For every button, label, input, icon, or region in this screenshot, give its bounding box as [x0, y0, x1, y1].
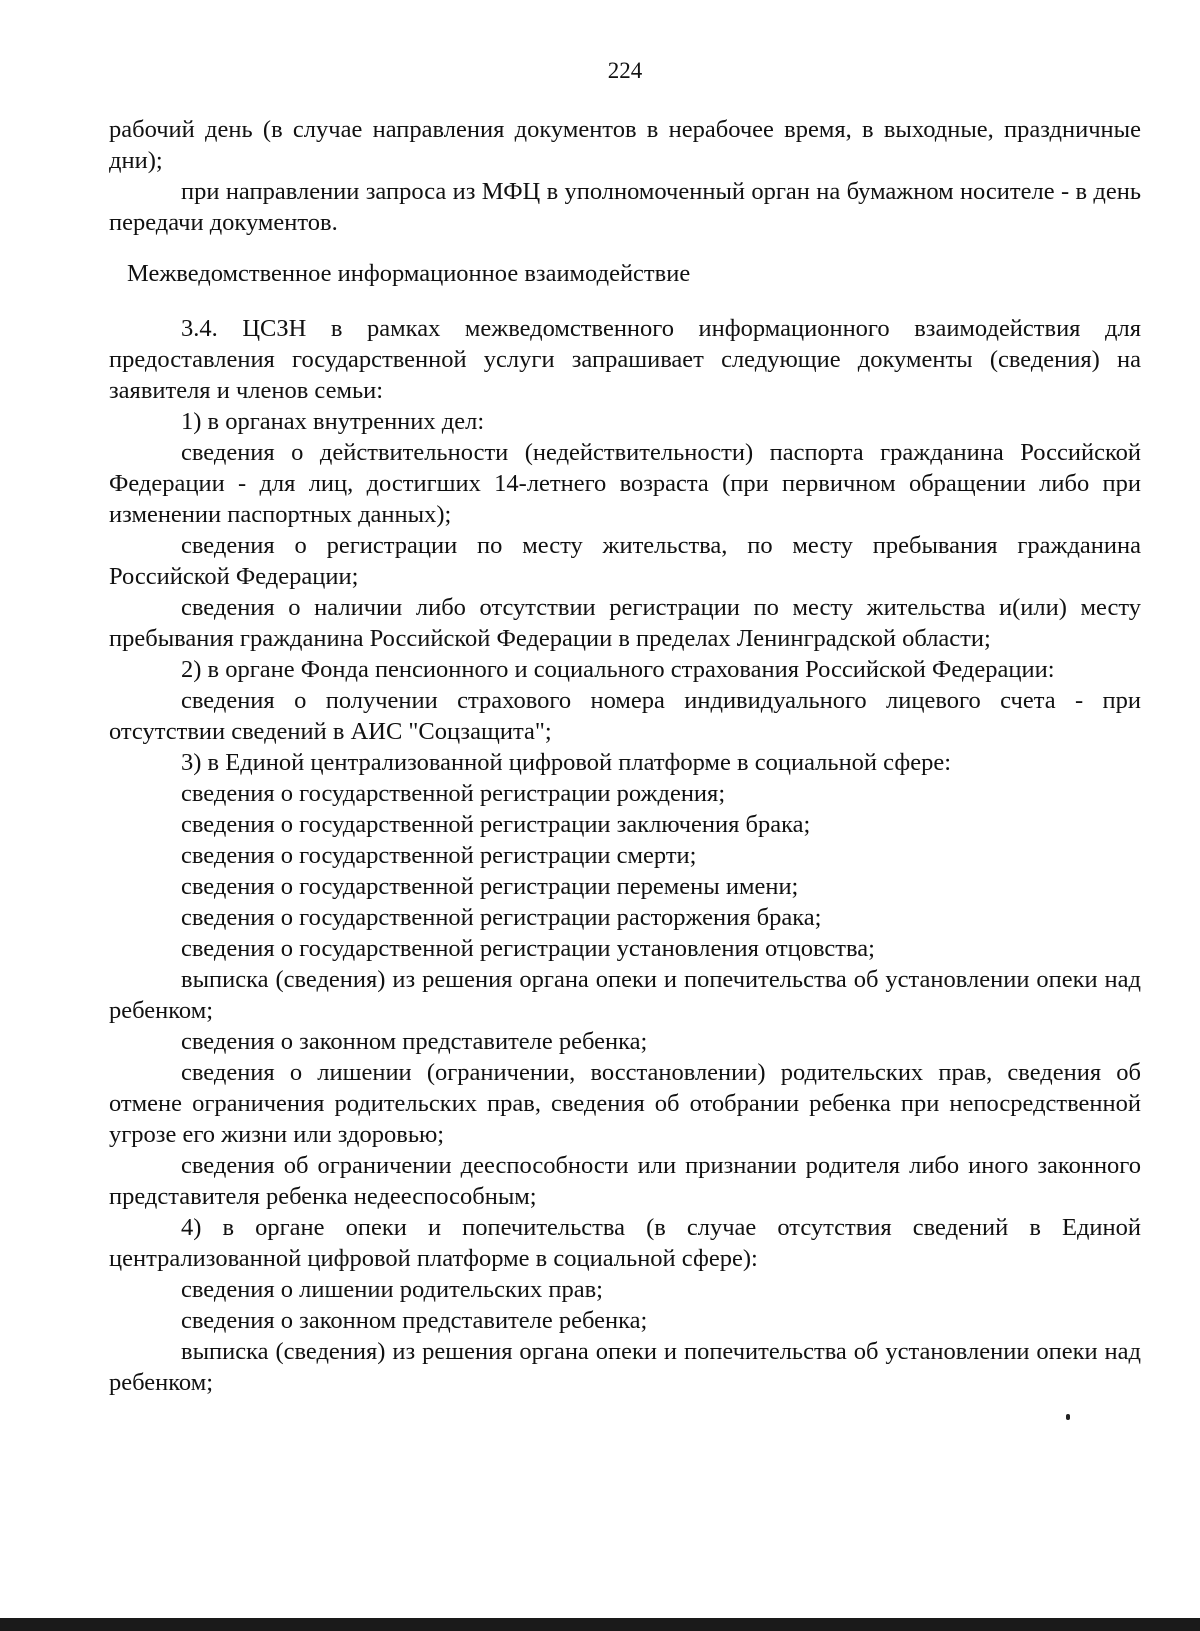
list-item: 2) в органе Фонда пенсионного и социального страхования Российской Федерации: — [181, 656, 1055, 683]
list-item: сведения о лишении родительских прав; — [181, 1276, 603, 1303]
scan-speck — [1066, 1414, 1070, 1420]
list-item: сведения о государственной регистрации заключения брака; — [181, 811, 811, 838]
list-item: сведения о получении страхового номера индивидуального лицевого счета - при отсутствии сведений в АИС "Соцзащита"; — [109, 687, 1141, 745]
list-item: сведения об ограничении дееспособности или признании родителя либо иного законного представителя ребенка недееспособным; — [109, 1152, 1141, 1210]
document-body — [109, 114, 1141, 1398]
list-item: сведения о законном представителе ребенка; — [181, 1028, 648, 1055]
list-item: выписка (сведения) из решения органа опеки и попечительства об установлении опеки над ребенком; — [109, 1338, 1141, 1396]
list-item: сведения о государственной регистрации рождения; — [181, 780, 726, 807]
list-item: сведения о лишении (ограничении, восстановлении) родительских прав, сведения об отмене ограничения родительских прав, сведения об отобрании ребенка при непосредственной угрозе его жизни или здоровью; — [109, 1059, 1141, 1148]
paragraph-clause-3-4: 3.4. ЦСЗН в рамках межведомственного информационного взаимодействия для предоставления государственной услуги запрашивает следующие документы (сведения) на заявителя и членов семьи: — [109, 315, 1141, 404]
list-item: сведения о законном представителе ребенка; — [181, 1307, 648, 1334]
scan-bottom-edge — [0, 1618, 1200, 1631]
paragraph-continuation: рабочий день (в случае направления документов в нерабочее время, в выходные, праздничные дни); — [109, 116, 1141, 174]
list-item: сведения о регистрации по месту жительства, по месту пребывания гражданина Российской Федерации; — [109, 532, 1141, 590]
list-item: сведения о государственной регистрации смерти; — [181, 842, 697, 869]
list-item: 4) в органе опеки и попечительства (в случае отсутствия сведений в Единой централизованной цифровой платформе в социальной сфере): — [109, 1214, 1141, 1272]
paragraph: при направлении запроса из МФЦ в уполномоченный орган на бумажном носителе - в день передачи документов. — [109, 178, 1141, 236]
list-item: сведения о государственной регистрации установления отцовства; — [181, 935, 875, 962]
list-item: выписка (сведения) из решения органа опеки и попечительства об установлении опеки над ребенком; — [109, 966, 1141, 1024]
list-item: 3) в Единой централизованной цифровой платформе в социальной сфере: — [181, 749, 952, 776]
list-item: сведения о государственной регистрации расторжения брака; — [181, 904, 822, 931]
list-item: 1) в органах внутренних дел: — [181, 408, 485, 435]
list-item: сведения о государственной регистрации перемены имени; — [181, 873, 799, 900]
list-item: сведения о действительности (недействительности) паспорта гражданина Российской Федерации - для лиц, достигших 14-летнего возраста (при первичном обращении либо при изменении паспортных данных); — [109, 439, 1141, 528]
page-number: 224 — [607, 58, 643, 83]
section-heading: Межведомственное информационное взаимодействие — [127, 260, 691, 287]
list-item: сведения о наличии либо отсутствии регистрации по месту жительства и(или) месту пребывания гражданина Российской Федерации в пределах Ленинградской области; — [109, 594, 1141, 652]
